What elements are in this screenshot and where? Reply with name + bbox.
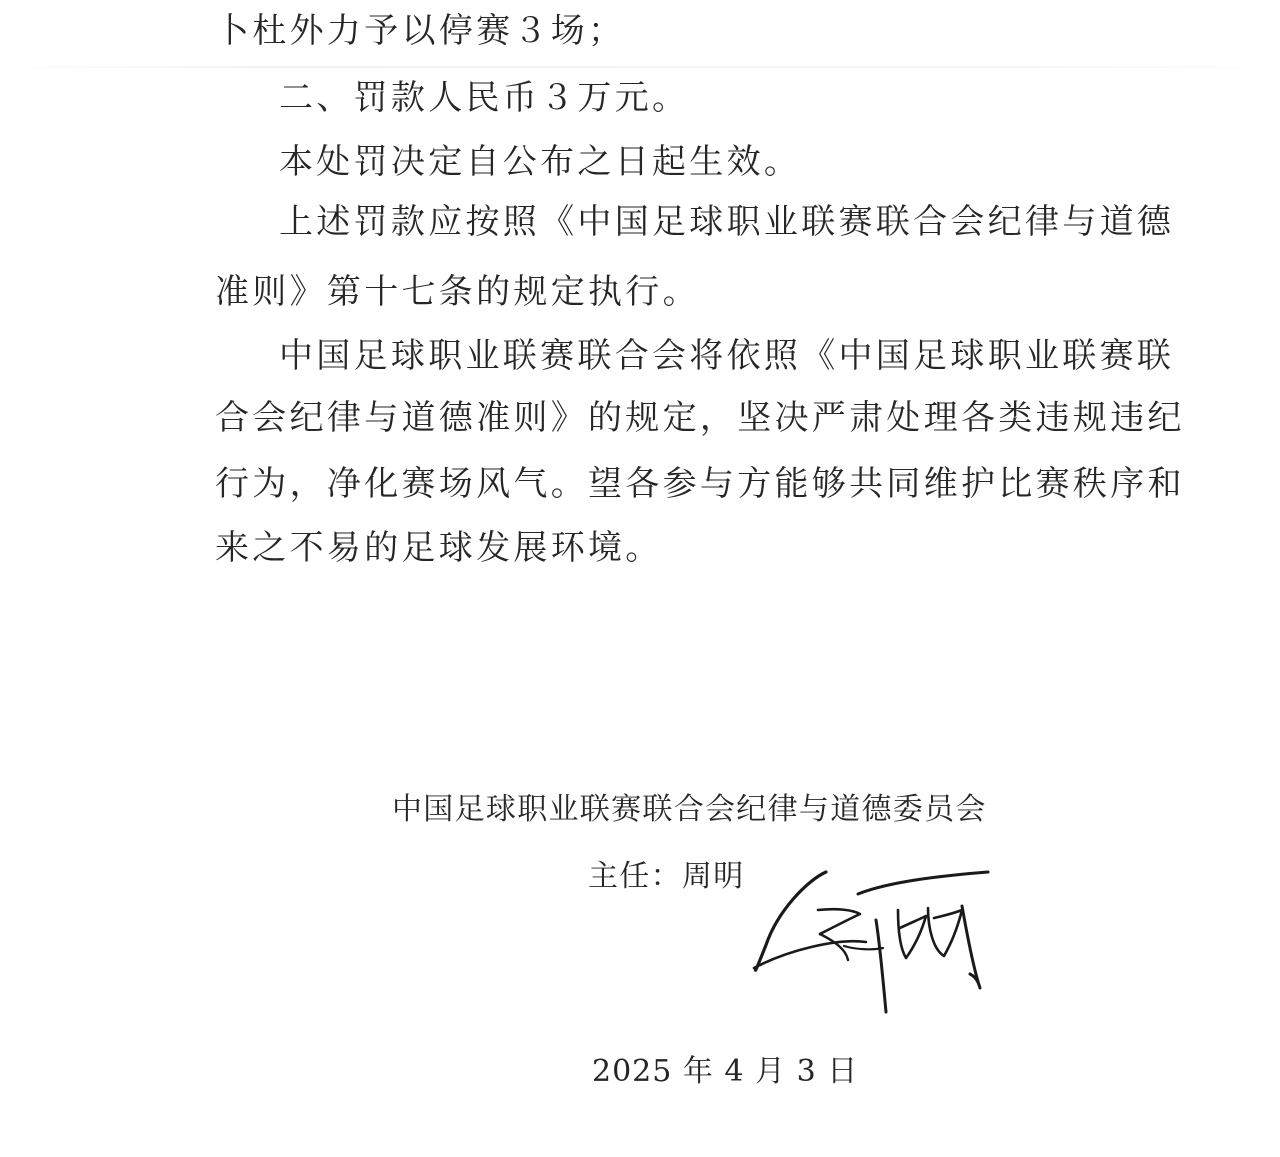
body-line: 准则》第十七条的规定执行。 [215, 272, 700, 312]
signature-strokes [754, 872, 988, 1012]
body-line: 行为，净化赛场风气。望各参与方能够共同维护比赛秩序和 [215, 464, 1185, 504]
body-line: 卜杜外力予以停赛３场； [215, 11, 626, 51]
director-label: 主任：周明 [588, 859, 745, 894]
body-line: 上述罚款应按照《中国足球职业联赛联合会纪律与道德 [279, 202, 1175, 242]
committee-name: 中国足球职业联赛联合会纪律与道德委员会 [392, 792, 987, 827]
body-line: 合会纪律与道德准则》的规定，坚决严肃处理各类违规违纪 [215, 398, 1185, 438]
body-line: 来之不易的足球发展环境。 [215, 528, 663, 568]
penalty-fine-line: 二、罚款人民币３万元。 [279, 78, 690, 118]
document-date: 2025 年 4 月 3 日 [592, 1054, 859, 1089]
effective-date-line: 本处罚决定自公布之日起生效。 [279, 142, 802, 182]
scan-artifact-line [0, 66, 1280, 68]
body-line: 中国足球职业联赛联合会将依照《中国足球职业联赛联 [279, 336, 1175, 376]
handwritten-signature [748, 850, 1008, 1020]
